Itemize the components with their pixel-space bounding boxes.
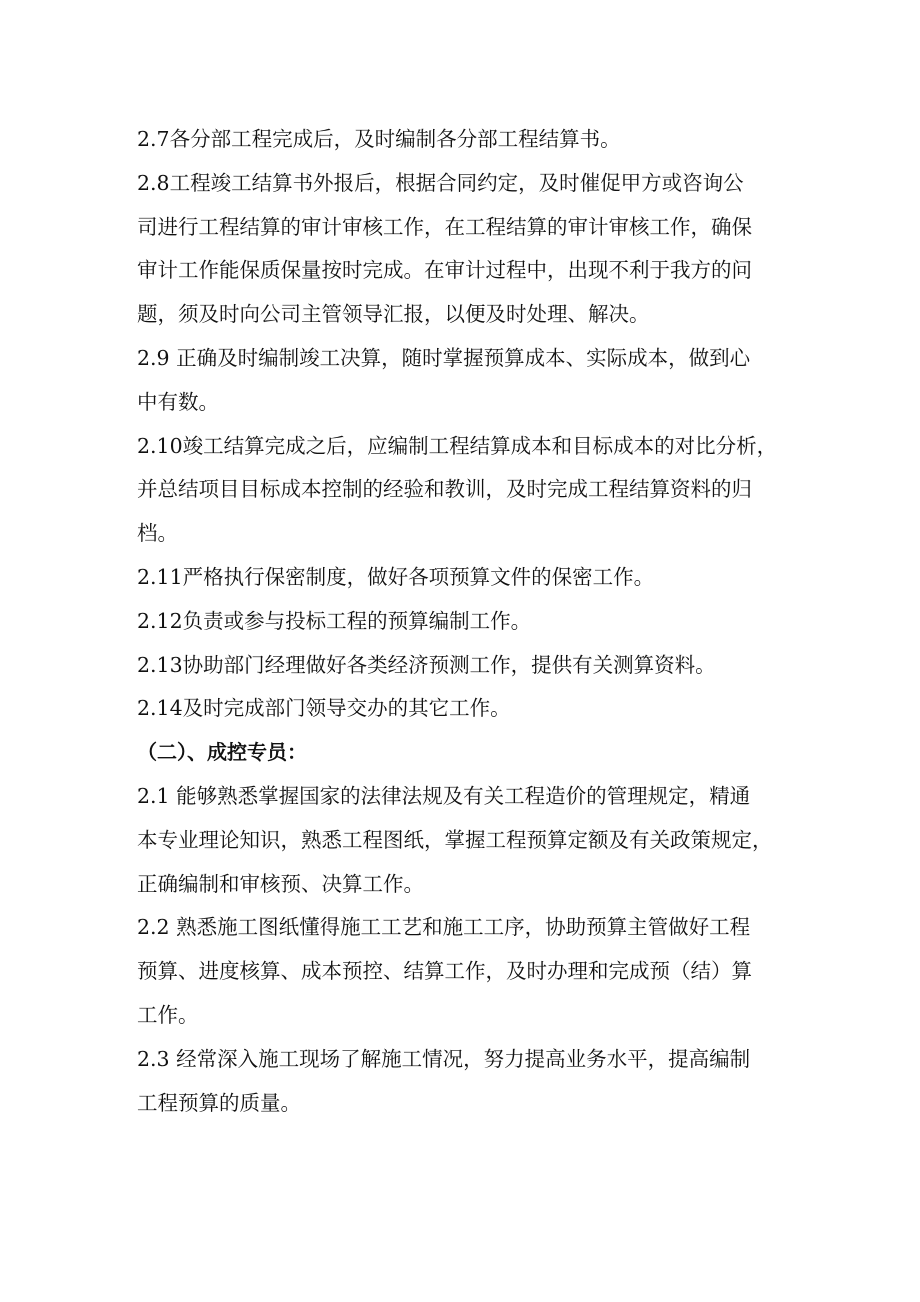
text-line-2-10-a: 2.10竣工结算完成之后，应编制工程结算成本和目标成本的对比分析， xyxy=(137,433,778,458)
document-body xyxy=(137,118,787,1125)
text-line-2-7: 2.7各分部工程完成后，及时编制各分部工程结算书。 xyxy=(137,127,621,151)
text-line-s2-3-b: 工程预算的质量。 xyxy=(137,1090,301,1115)
text-line-2-8-c: 审计工作能保质保量按时完成。在审计过程中，出现不利于我方的问 xyxy=(137,258,752,283)
text-line-s2-1-c: 正确编制和审核预、决算工作。 xyxy=(137,871,424,896)
text-line-2-12: 2.12负责或参与投标工程的预算编制工作。 xyxy=(137,608,532,633)
text-line-2-10-b: 并总结项目目标成本控制的经验和教训，及时完成工程结算资料的归 xyxy=(137,477,752,502)
text-line-2-8-d: 题，须及时向公司主管领导汇报，以便及时处理、解决。 xyxy=(137,302,650,327)
text-line-s2-2-b: 预算、进度核算、成本预控、结算工作，及时办理和完成预（结）算 xyxy=(137,959,752,984)
text-line-2-10-c: 档。 xyxy=(137,521,178,546)
text-line-2-11: 2.11严格执行保密制度，做好各项预算文件的保密工作。 xyxy=(137,564,655,589)
text-line-s2-3-a: 2.3 经常深入施工现场了解施工情况，努力提高业务水平，提高编制 xyxy=(137,1046,751,1071)
text-line-s2-2-a: 2.2 熟悉施工图纸懂得施工工艺和施工工序，协助预算主管做好工程 xyxy=(137,915,751,940)
text-line-2-9-b: 中有数。 xyxy=(137,389,219,414)
text-line-2-14: 2.14及时完成部门领导交办的其它工作。 xyxy=(137,696,511,721)
section-heading: （二）、成控专员： xyxy=(137,740,307,765)
text-line-s2-1-b: 本专业理论知识，熟悉工程图纸，掌握工程预算定额及有关政策规定， xyxy=(137,827,773,852)
text-line-2-8-a: 2.8工程竣工结算书外报后，根据合同约定，及时催促甲方或咨询公 xyxy=(137,170,744,195)
text-line-2-9-a: 2.9 正确及时编制竣工决算，随时掌握预算成本、实际成本，做到心 xyxy=(137,345,751,370)
text-line-2-8-b: 司进行工程结算的审计审核工作，在工程结算的审计审核工作，确保 xyxy=(137,214,752,239)
text-line-2-13: 2.13协助部门经理做好各类经济预测工作，提供有关测算资料。 xyxy=(137,652,716,677)
text-line-s2-1-a: 2.1 能够熟悉掌握国家的法律法规及有关工程造价的管理规定，精通 xyxy=(137,783,751,808)
text-line-s2-2-c: 工作。 xyxy=(137,1002,199,1027)
